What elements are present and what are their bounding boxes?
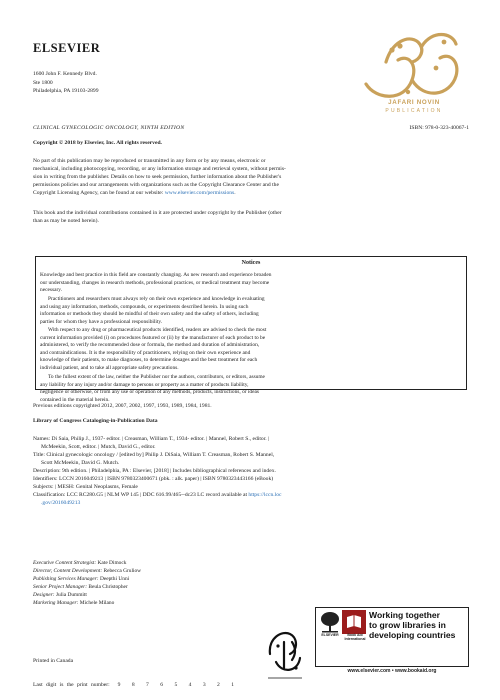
previous-editions: Previous editions copyrighted 2012, 2007, 2002, 1997, 1993, 1989, 1984, 1981. <box>33 403 212 409</box>
edition-line <box>33 125 469 131</box>
bookaid-tagline <box>369 610 467 640</box>
notice-line: individual patient, and to take all appropriate safety precautions. <box>40 364 179 371</box>
notice-line: and using any information, methods, compounds, or experiments described herein. In using such <box>40 303 249 310</box>
cip-line: Description: 9th edition. | Philadelphia, PA : Elsevier, [2018] | Includes bibliographical references and index. <box>33 468 276 474</box>
cip-line: Identifiers: LCCN 2016049213 | ISBN 9780323400671 (pbk. : alk. paper) | ISBN 9780323443166 (eBook) <box>33 476 274 482</box>
notice-line: our understanding, changes in research methods, professional practices, or medical treatment may become <box>40 279 270 286</box>
notice-line: current information provided (i) on procedures featured or (ii) by the manufacturer of each product to be <box>40 334 266 341</box>
paragraph-line <box>33 189 469 197</box>
notice-line: knowledge of their patients, to make diagnoses, to determine dosages and the best treatment for each <box>40 357 258 364</box>
loc-heading: Library of Congress Cataloging-in-Publication Data <box>33 418 158 424</box>
notices-paragraph <box>40 374 460 404</box>
credit-name: Rebecca Gruliow <box>103 568 142 574</box>
address-line: Philadelphia, PA 19103-2899 <box>33 88 99 95</box>
permissions-link[interactable]: www.elsevier.com/permissions <box>164 190 235 196</box>
print-number-sequence: 9 8 7 6 5 4 3 2 1 <box>117 682 239 688</box>
paragraph-line: mechanical, including photocopying, recording, or any information storage and retrieval system, without permis- <box>33 166 286 172</box>
notice-line: To the fullest extent of the law, neither the Publisher nor the authors, contributors, or editors, assume <box>48 374 265 380</box>
credit-item <box>33 567 141 575</box>
notice-line: administered, to verify the recommended dose or formula, the method and duration of administration, <box>40 342 260 349</box>
publisher-seal-icon <box>262 624 308 684</box>
elsevier-label: ELSEVIER <box>321 633 339 637</box>
notice-line: Knowledge and best practice in this field are constantly changing. As new research and experience broaden <box>40 272 272 278</box>
notice-line: parties for whom they have a professional responsibility. <box>40 318 163 325</box>
jafari-novin-logo-icon <box>352 22 472 122</box>
paragraph-line: sion in writing from the publisher. Details on how to seek permission, further information about the Publisher's <box>33 174 282 180</box>
notice-line: necessary. <box>40 287 62 294</box>
notice-line: Practitioners and researchers must always rely on their own experience and knowledge in evaluating <box>48 296 265 302</box>
notices-title: Notices <box>241 260 261 266</box>
notice-line: any liability for any injury and/or damage to persons or property as a matter of products liability, <box>40 381 249 388</box>
notice-line: negligence or otherwise, or from any use or operation of any methods, products, instructions, or ideas <box>40 389 260 396</box>
notice-line: contained in the material herein. <box>40 396 110 403</box>
lccn-link[interactable]: .gov/2016049213 <box>41 500 81 506</box>
address-line: 1600 John F. Kennedy Blvd. <box>33 71 97 77</box>
cip-data <box>33 435 469 507</box>
paragraph-text: . <box>234 190 236 196</box>
logo-name: JAFARI NOVIN <box>388 99 440 106</box>
credit-name: Kate Dimock <box>97 560 127 566</box>
credit-item <box>33 583 141 591</box>
print-number-label: Last digit is the print number: <box>33 682 110 688</box>
protection-paragraph <box>33 209 469 225</box>
elsevier-tree-icon <box>317 610 343 634</box>
paragraph-text: Copyright Licensing Agency, can be found at our website: <box>33 190 165 196</box>
credit-item <box>33 559 141 567</box>
address-line: Ste 1800 <box>33 79 53 86</box>
credits-list <box>33 559 141 607</box>
credit-role: Senior Project Manager: <box>33 584 87 590</box>
cip-line: Scott McMeekin, David G. Mutch. <box>41 460 120 466</box>
logo-subtitle: PUBLICATION <box>385 108 443 114</box>
cip-line: McMeekin, Scott, editor. | Mutch, David G., editor. <box>41 444 156 450</box>
paragraph-line: than as may be noted herein). <box>33 218 99 224</box>
cip-line <box>33 491 469 499</box>
publisher-address <box>33 70 99 96</box>
notices-paragraph <box>40 296 460 326</box>
cip-line <box>33 499 469 507</box>
credit-item <box>33 591 141 599</box>
isbn: ISBN: 978-0-323-40067-1 <box>409 125 469 131</box>
credit-item <box>33 575 141 583</box>
print-number <box>33 682 238 688</box>
notice-line: With respect to any drug or pharmaceutical products identified, readers are advised to check the most <box>48 327 267 333</box>
credit-role: Designer: <box>33 592 55 598</box>
bookaid-urls[interactable]: www.elsevier.com • www.bookaid.org <box>347 668 437 674</box>
credit-role: Executive Content Strategist: <box>33 560 97 566</box>
notice-line: information or methods they should be mindful of their own safety and the safety of others, including <box>40 311 259 318</box>
book-title: CLINICAL GYNECOLOGIC ONCOLOGY, NINTH EDITION <box>33 125 185 131</box>
tagline-line: developing countries <box>369 630 456 640</box>
paragraph-line: This book and the individual contributions contained in it are protected under copyright by the Publisher (other <box>33 210 282 216</box>
credit-name: Beula Christopher <box>88 584 128 590</box>
tagline-line: to grow libraries in <box>369 620 446 630</box>
bookaid-label <box>342 633 368 641</box>
paragraph-line: No part of this publication may be reproduced or transmitted in any form or by any means, electronic or <box>33 158 266 164</box>
cip-line: Names: Di Saia, Philip J., 1937- editor. | Creasman, William T., 1934- editor. | Mannel, Robert S., editor. | <box>33 436 270 442</box>
credit-role: Publishing Services Manager: <box>33 576 99 582</box>
permissions-paragraph <box>33 157 469 197</box>
notices-paragraph <box>40 272 460 295</box>
cip-line: Subjects: | MESH: Genital Neoplasms, Female <box>33 484 138 490</box>
credit-role: Marketing Manager: <box>33 600 79 606</box>
paragraph-line: permissions policies and our arrangements with organizations such as the Copyright Clearance Center and the <box>33 182 279 188</box>
bookaid-label-line: Book Aid <box>347 633 363 637</box>
publisher-name: ELSEVIER <box>33 41 101 55</box>
credit-name: Julia Dummitt <box>55 592 87 598</box>
bookaid-logo-icon <box>342 610 366 634</box>
printed-in: Printed in Canada <box>33 658 74 664</box>
copyright-notice: Copyright © 2018 by Elsevier, Inc. All rights reserved. <box>33 140 162 146</box>
credit-name: Michele Milano <box>79 600 115 606</box>
cip-text: Classification: LCC RC280.G5 | NLM WP 145 | DDC 616.99/465--dc23 LC record available at <box>33 492 249 498</box>
credit-role: Director, Content Development: <box>33 568 103 574</box>
notice-line: and contraindications. It is the responsibility of practitioners, relying on their own experience and <box>40 349 251 356</box>
credit-name: Deepthi Unni <box>99 576 130 582</box>
cip-line: Title: Clinical gynecologic oncology / [edited by] Philip J. DiSaia, William T. Creasman, Robert S. Mannel, <box>33 452 275 458</box>
bookaid-label-line: International <box>344 637 366 641</box>
credit-item <box>33 599 141 607</box>
notices-paragraph <box>40 327 460 373</box>
tagline-line: Working together <box>369 610 440 620</box>
lccn-link[interactable]: https://lccn.loc <box>248 492 282 498</box>
